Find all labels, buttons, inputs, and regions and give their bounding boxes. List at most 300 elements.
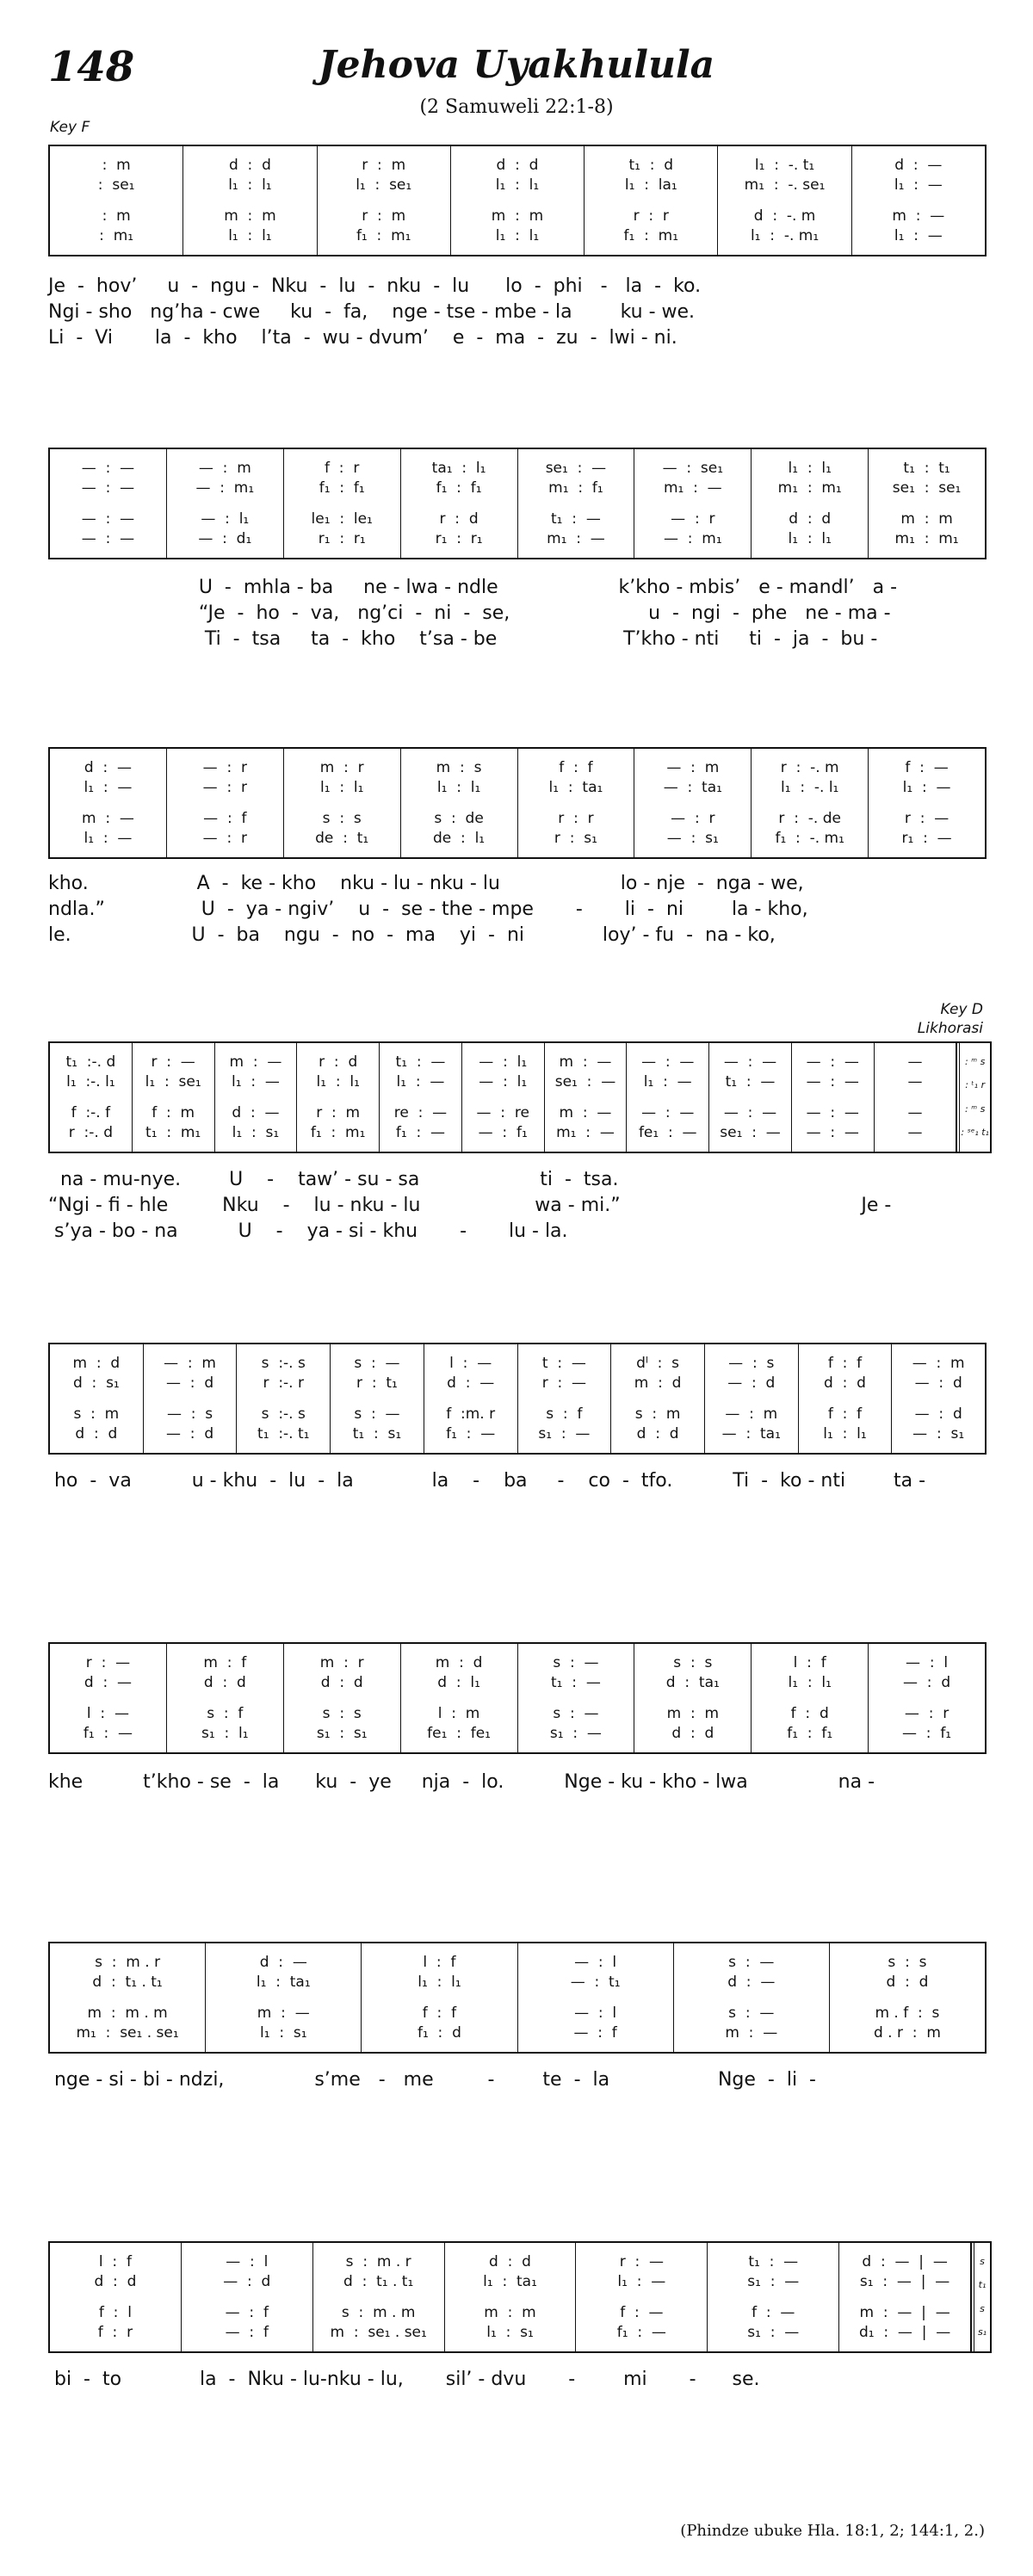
measure	[401, 1644, 518, 1752]
solfa-cell: m : — | —	[859, 2304, 950, 2322]
solfa-cell: f₁ : m₁	[356, 227, 411, 245]
solfa-cell: s : —	[728, 2005, 775, 2023]
solfa-cell: t₁ : —	[551, 510, 601, 528]
solfa-cell: f₁ : f₁	[319, 479, 365, 497]
solfa-cell: de : t₁	[315, 830, 369, 848]
solfa-cell: l : —	[86, 1705, 129, 1723]
solfa-cell: fe₁ : —	[638, 1124, 697, 1142]
solfa-cell: l₁ : —	[643, 1072, 692, 1090]
solfa-cell: l : f	[793, 1653, 826, 1671]
solfa-cell: se₁ : —	[554, 1072, 616, 1090]
measure	[518, 1344, 612, 1453]
solfa-cell: s : f	[207, 1705, 244, 1723]
solfa-cell: l₁ : —	[894, 176, 943, 194]
measure	[167, 449, 284, 558]
solfa-cell: m : m . m	[87, 2005, 168, 2023]
solfa-cell: l₁ : l₁	[418, 1973, 461, 1991]
solfa-cell: : m	[102, 207, 131, 225]
lyric-line: “Ngi - fi - hle Nku - lu - nku - lu wa - mi.” Je -	[48, 1195, 892, 1216]
solfa-cell: m : —	[559, 1104, 612, 1122]
solfa-cell: l₁ : —	[84, 830, 133, 848]
solfa-cell: — : l	[574, 1953, 617, 1971]
solfa-cell: d : —	[894, 156, 943, 174]
solfa-cell: t₁ : —	[551, 1673, 601, 1691]
solfa-cell: f : —	[905, 758, 949, 776]
measure	[674, 1943, 830, 2052]
measure	[875, 1043, 957, 1152]
solfa-cell: d₁ : — | —	[858, 2324, 951, 2342]
solfa-cell: m : d	[72, 1354, 121, 1372]
solfa-cell: d : —	[447, 1374, 495, 1392]
measure	[634, 1644, 752, 1752]
solfa-cell: s :-. s	[261, 1405, 306, 1424]
measure	[380, 1043, 462, 1152]
solfa-cell: s : —	[728, 1953, 775, 1971]
measure	[518, 749, 635, 857]
music-system-4	[48, 1041, 992, 1153]
solfa-cell: s : —	[553, 1705, 599, 1723]
lyric-line: Ngi - sho ng’ha - cwe ku - fa, nge - tse - mbe - la ku - we.	[48, 301, 696, 323]
music-system-6	[48, 1642, 987, 1754]
lyrics-block-7	[48, 2067, 987, 2093]
solfa-cell: l₁ : -. l₁	[781, 778, 839, 796]
solfa-cell: f : —	[620, 2304, 664, 2322]
solfa-cell: f : r	[97, 2324, 133, 2342]
solfa-cell: r : r	[558, 810, 594, 828]
solfa-cell: l₁ : s₁	[232, 1124, 280, 1142]
measure	[318, 146, 451, 255]
footer-reference: (Phindze ubuke Hla. 18:1, 2; 144:1, 2.)	[680, 2522, 985, 2540]
solfa-cell: — : m	[912, 1354, 965, 1372]
solfa-cell: —	[907, 1053, 923, 1071]
lyric-line: khe t’kho - se - la ku - ye nja - lo. Nge - ku - kho - lwa na -	[48, 1771, 875, 1793]
measure	[799, 1344, 893, 1453]
solfa-cell: m : m	[666, 1705, 720, 1723]
lyrics-block-1	[48, 274, 987, 351]
solfa-cell: — : s₁	[912, 1425, 965, 1443]
solfa-cell: se₁ : se₁	[892, 479, 962, 497]
solfa-cell: d : —	[84, 1673, 132, 1691]
solfa-cell: l₁ : l₁	[788, 1673, 832, 1691]
solfa-cell: — : —	[641, 1053, 695, 1071]
solfa-cell: l : —	[449, 1354, 492, 1372]
solfa-cell: m : r	[319, 1653, 364, 1671]
solfa-cell: —	[907, 1072, 923, 1090]
solfa-cell: s : m . r	[95, 1953, 161, 1971]
solfa-cell: f :-. f	[71, 1104, 111, 1122]
solfa-cell: de : l₁	[432, 830, 486, 848]
lyric-line: na - mu-nye. U - taw’ - su - sa ti - tsa.	[48, 1169, 619, 1190]
solfa-cell: r₁ : r₁	[318, 530, 366, 548]
lyric-line: kho. A - ke - kho nku - lu - nku - lu lo - nje - nga - we,	[48, 873, 804, 894]
measure	[852, 146, 985, 255]
measure	[401, 449, 518, 558]
measure	[518, 449, 635, 558]
solfa-cell: — : —	[81, 459, 135, 477]
solfa-cell: f₁ : f₁	[787, 1725, 833, 1743]
solfa-cell: s : m	[634, 1405, 681, 1424]
solfa-cell: t₁ :-. d	[65, 1053, 116, 1071]
measure	[752, 449, 869, 558]
solfa-cell: s₁ : l₁	[201, 1725, 249, 1743]
solfa-cell: — : r	[671, 810, 715, 828]
measure	[50, 1043, 133, 1152]
solfa-cell: d : d	[228, 156, 271, 174]
solfa-cell: l₁ : l₁	[823, 1425, 867, 1443]
solfa-cell: m : d	[435, 1653, 483, 1671]
measure	[50, 146, 183, 255]
measure	[576, 2243, 708, 2351]
solfa-cell: t₁ : —	[725, 1072, 776, 1090]
solfa-cell: l₁ : l₁	[788, 530, 832, 548]
solfa-cell: s : s	[888, 1953, 927, 1971]
solfa-cell: f : m	[152, 1104, 195, 1122]
solfa-cell: r₁ : r₁	[435, 530, 483, 548]
chorus-label: Likhorasi	[917, 1020, 983, 1037]
solfa-cell: — : r	[904, 1705, 949, 1723]
solfa-cell: : ᵐ s	[965, 1055, 986, 1067]
music-system-5	[48, 1343, 987, 1455]
solfa-cell: — : s	[728, 1354, 775, 1372]
solfa-cell: s : m	[73, 1405, 120, 1424]
solfa-cell: s : —	[354, 1354, 400, 1372]
solfa-cell: l₁ : ta₁	[256, 1973, 311, 1991]
solfa-cell: se₁ : —	[720, 1124, 781, 1142]
solfa-cell: l₁ : l₁	[228, 176, 272, 194]
solfa-cell: l : f	[423, 1953, 456, 1971]
key-change-key: Key D	[940, 1001, 983, 1018]
measure	[133, 1043, 215, 1152]
solfa-cell: s :-. s	[261, 1354, 306, 1372]
measure	[284, 1644, 401, 1752]
measure	[313, 2243, 445, 2351]
solfa-cell: — : m	[666, 758, 720, 776]
solfa-cell: — : l₁	[479, 1053, 528, 1071]
solfa-cell: — : f₁	[478, 1124, 528, 1142]
solfa-cell: r : —	[151, 1053, 195, 1071]
lyric-line: le. U - ba ngu - no - ma yi - ni loy’ - fu - na - ko,	[48, 924, 776, 946]
measure	[297, 1043, 380, 1152]
solfa-cell: — : l	[226, 2252, 269, 2270]
solfa-cell: d : ta₁	[665, 1673, 720, 1691]
music-system-1	[48, 145, 987, 256]
solfa-cell: — : l	[906, 1653, 949, 1671]
solfa-cell: l₁ : -. m₁	[750, 227, 820, 245]
solfa-cell: — : —	[81, 479, 135, 497]
solfa-cell: m : d	[634, 1374, 682, 1392]
solfa-cell: m : —	[725, 2024, 778, 2042]
solfa-cell: f₁ : -. m₁	[775, 830, 844, 848]
solfa-cell: l : f	[98, 2252, 132, 2270]
solfa-cell: — : r	[671, 510, 715, 528]
solfa-cell: l₁ : —	[84, 778, 133, 796]
solfa-cell: l₁ : l₁	[495, 227, 540, 245]
music-system-7	[48, 1942, 987, 2054]
solfa-cell: — : —	[806, 1053, 859, 1071]
measure	[627, 1043, 709, 1152]
solfa-cell: — : m	[198, 459, 251, 477]
solfa-cell: d : d	[886, 1973, 929, 1991]
solfa-cell: l₁ : s₁	[259, 2024, 307, 2042]
solfa-cell: — : —	[806, 1072, 859, 1090]
solfa-cell: f₁ : —	[83, 1725, 133, 1743]
solfa-cell: f : f	[827, 1354, 863, 1372]
solfa-cell: — : d	[727, 1374, 776, 1392]
solfa-cell: d : t₁ . t₁	[343, 2272, 414, 2290]
solfa-cell: t₁ : m₁	[145, 1124, 201, 1142]
solfa-cell: — : l₁	[479, 1072, 528, 1090]
measure	[50, 749, 167, 857]
solfa-cell: f₁ : m₁	[623, 227, 679, 245]
solfa-cell: m₁ : se₁ . se₁	[76, 2024, 179, 2042]
solfa-cell: — : —	[806, 1104, 859, 1122]
measure	[752, 1644, 869, 1752]
lyric-line: ndla.” U - ya - ngiv’ u - se - the - mpe - li - ni la - kho,	[48, 899, 808, 920]
solfa-cell: l₁ : l₁	[495, 176, 540, 194]
measure	[518, 1943, 674, 2052]
solfa-cell: r : -. m	[780, 758, 839, 776]
solfa-cell: — : ta₁	[663, 778, 722, 796]
solfa-cell: s₁ : —	[747, 2324, 800, 2342]
measure	[892, 1344, 985, 1453]
measure	[183, 146, 317, 255]
lyric-line: “Je - ho - va, ng’ci - ni - se, u - ngi - phe ne - ma -	[48, 602, 891, 624]
solfa-cell: s₁ : —	[747, 2272, 800, 2290]
solfa-cell: — : —	[723, 1104, 777, 1122]
solfa-cell: : ᵐ s	[965, 1103, 986, 1115]
solfa-cell: d : d	[203, 1673, 246, 1691]
measure	[839, 2243, 971, 2351]
solfa-cell: — : d₁	[198, 530, 252, 548]
solfa-cell: r : —	[619, 2252, 665, 2270]
measure	[705, 1344, 799, 1453]
lyric-line: bi - to la - Nku - lu-nku - lu, sil’ - dvu - mi - se.	[48, 2369, 760, 2390]
solfa-cell: m : m	[900, 510, 953, 528]
lyrics-block-5	[48, 1468, 987, 1494]
solfa-cell: m₁ : —	[556, 1124, 615, 1142]
measure	[445, 2243, 577, 2351]
solfa-cell: m₁ : m₁	[777, 479, 842, 497]
lyric-line: Je - hov’ u - ngu - Nku - lu - nku - lu lo - phi - la - ko.	[48, 275, 702, 297]
music-system-2	[48, 448, 987, 559]
solfa-cell: — : m₁	[195, 479, 255, 497]
measure	[752, 749, 869, 857]
solfa-cell: f : d	[790, 1705, 829, 1723]
solfa-cell: s : m . r	[345, 2252, 411, 2270]
solfa-cell: r : -. de	[778, 810, 841, 828]
solfa-cell: f : r	[325, 459, 360, 477]
solfa-cell: t₁ : —	[748, 2252, 799, 2270]
solfa-cell: : m₁	[99, 227, 134, 245]
solfa-cell: t₁ : d	[628, 156, 674, 174]
measure	[50, 449, 167, 558]
solfa-cell: t₁ : s₁	[352, 1425, 402, 1443]
solfa-cell: s : —	[354, 1405, 400, 1424]
measure	[585, 146, 718, 255]
solfa-cell: m : —	[81, 810, 134, 828]
solfa-cell: s : s	[322, 810, 362, 828]
lyrics-block-4	[48, 1167, 987, 1245]
measure	[708, 2243, 839, 2351]
solfa-cell: l₁ : —	[902, 778, 951, 796]
solfa-cell: s : —	[553, 1653, 599, 1671]
solfa-cell: r : t₁	[356, 1374, 398, 1392]
solfa-cell: r : d	[439, 510, 479, 528]
measure	[830, 1943, 985, 2052]
solfa-cell: d : d	[636, 1425, 679, 1443]
solfa-cell: — : f	[203, 810, 247, 828]
solfa-cell: s₁	[977, 2326, 987, 2338]
solfa-cell: d : — | —	[862, 2252, 948, 2270]
solfa-cell: — : —	[806, 1124, 859, 1142]
measure	[545, 1043, 628, 1152]
solfa-cell: t₁ :-. t₁	[257, 1425, 310, 1443]
solfa-cell: s : de	[434, 810, 484, 828]
solfa-cell: s : s	[673, 1653, 713, 1671]
solfa-cell: — : se₁	[662, 459, 724, 477]
solfa-cell: — : l	[574, 2005, 617, 2023]
solfa-cell: — : d	[165, 1374, 214, 1392]
solfa-cell: m : se₁ . se₁	[330, 2324, 427, 2342]
solfa-cell: m : —	[229, 1053, 282, 1071]
solfa-cell: d : —	[232, 1104, 280, 1122]
solfa-cell: re : —	[393, 1104, 448, 1122]
solfa-cell: d : d	[789, 510, 832, 528]
measure	[237, 1344, 331, 1453]
solfa-cell: — : t₁	[570, 1973, 621, 1991]
solfa-cell: r : d	[319, 1053, 358, 1071]
solfa-cell: d : d	[671, 1725, 714, 1743]
measure	[50, 1943, 206, 2052]
lyric-line: nge - si - bi - ndzi, s’me - me - te - la Nge - li -	[48, 2069, 816, 2091]
measure	[869, 1644, 985, 1752]
solfa-cell: s	[980, 2302, 985, 2314]
solfa-cell: — : d	[902, 1673, 951, 1691]
solfa-cell: f₁ : d	[417, 2024, 461, 2042]
measure	[709, 1043, 792, 1152]
final-barline-measure	[956, 1043, 990, 1152]
solfa-cell: m : —	[257, 2005, 310, 2023]
solfa-cell: f : —	[752, 2304, 795, 2322]
solfa-cell: t₁	[978, 2279, 987, 2291]
solfa-cell: d : —	[259, 1953, 307, 1971]
solfa-cell: — : l₁	[201, 510, 250, 528]
solfa-cell: m₁ : f₁	[548, 479, 603, 497]
solfa-cell: d : —	[727, 1973, 776, 1991]
measure	[634, 449, 752, 558]
measure	[144, 1344, 238, 1453]
measure	[869, 449, 985, 558]
solfa-cell: d : —	[84, 758, 132, 776]
solfa-cell: f : f	[422, 2005, 457, 2023]
final-barline-measure	[971, 2243, 990, 2351]
solfa-cell: l₁ : se₁	[145, 1072, 201, 1090]
solfa-cell: — : d	[165, 1425, 214, 1443]
lyric-line: s’ya - bo - na U - ya - si - khu - lu - la.	[48, 1220, 568, 1242]
solfa-cell: — : —	[81, 510, 135, 528]
solfa-cell: l₁ : l₁	[319, 778, 364, 796]
measure	[869, 749, 985, 857]
solfa-cell: s : m . m	[341, 2304, 416, 2322]
measure	[331, 1344, 424, 1453]
solfa-cell: d : s₁	[72, 1374, 120, 1392]
measure	[50, 2243, 182, 2351]
solfa-cell: t₁ : t₁	[903, 459, 950, 477]
solfa-cell: dˡ : s	[636, 1354, 679, 1372]
measure	[634, 749, 752, 857]
solfa-cell: : ᵗ₁ r	[965, 1079, 986, 1091]
measure	[611, 1344, 705, 1453]
solfa-cell: m₁ : —	[663, 479, 722, 497]
measure	[518, 1644, 635, 1752]
solfa-cell: m : f	[203, 1653, 247, 1671]
hymn-number: 148	[48, 43, 135, 91]
solfa-cell: l : m	[437, 1705, 480, 1723]
solfa-cell: l₁ : l₁	[228, 227, 272, 245]
solfa-cell: d : -. m	[753, 207, 816, 225]
solfa-cell: le₁ : le₁	[311, 510, 373, 528]
solfa-cell: f₁ : —	[616, 2324, 666, 2342]
solfa-cell: s₁ : —	[549, 1725, 602, 1743]
solfa-cell: m : m	[491, 207, 544, 225]
solfa-cell: d : d	[824, 1374, 866, 1392]
solfa-cell: s	[980, 2255, 985, 2267]
solfa-cell: d : d	[489, 2252, 531, 2270]
solfa-cell: l₁ : —	[617, 2272, 666, 2290]
measure	[792, 1043, 875, 1152]
measure	[451, 146, 585, 255]
hymn-title: Jehova Uyakhulula	[318, 43, 715, 87]
solfa-cell: — : f	[573, 2024, 617, 2042]
solfa-cell: m : m	[484, 2304, 536, 2322]
music-system-3	[48, 747, 987, 859]
solfa-cell: se₁ : —	[545, 459, 607, 477]
solfa-cell: m₁ : m₁	[894, 530, 959, 548]
solfa-cell: s₁ : —	[538, 1425, 591, 1443]
solfa-cell: : ˢᵉ₁ t₁	[961, 1127, 989, 1139]
lyrics-block-6	[48, 1770, 987, 1795]
solfa-cell: —	[907, 1124, 923, 1142]
solfa-cell: — : m₁	[663, 530, 722, 548]
solfa-cell: d : d	[320, 1673, 363, 1691]
solfa-cell: d : l₁	[437, 1673, 480, 1691]
solfa-cell: t : —	[541, 1354, 586, 1372]
solfa-cell: l₁ : —	[396, 1072, 445, 1090]
music-system-8	[48, 2241, 992, 2353]
solfa-cell: s : s	[322, 1705, 362, 1723]
solfa-cell: l₁ : l₁	[316, 1072, 360, 1090]
solfa-cell: — : s₁	[666, 830, 719, 848]
solfa-cell: r : —	[904, 810, 949, 828]
solfa-cell: r :-. r	[263, 1374, 304, 1392]
solfa-cell: fe₁ : fe₁	[427, 1725, 491, 1743]
measure	[284, 749, 401, 857]
solfa-cell: — : f₁	[901, 1725, 952, 1743]
solfa-cell: —	[907, 1104, 923, 1122]
solfa-cell: s : f	[546, 1405, 583, 1424]
solfa-cell: ta₁ : l₁	[431, 459, 486, 477]
measure	[362, 1943, 517, 2052]
measure	[424, 1344, 518, 1453]
solfa-cell: r : m	[362, 156, 406, 174]
measure	[215, 1043, 298, 1152]
lyrics-block-2	[48, 575, 987, 652]
measure	[167, 749, 284, 857]
lyric-line: Li - Vi la - kho l’ta - wu - dvum’ e - ma - zu - lwi - ni.	[48, 327, 677, 349]
solfa-cell: — : f	[225, 2304, 269, 2322]
solfa-cell: — : d	[914, 1405, 962, 1424]
solfa-cell: l₁ : -. t₁	[754, 156, 815, 174]
